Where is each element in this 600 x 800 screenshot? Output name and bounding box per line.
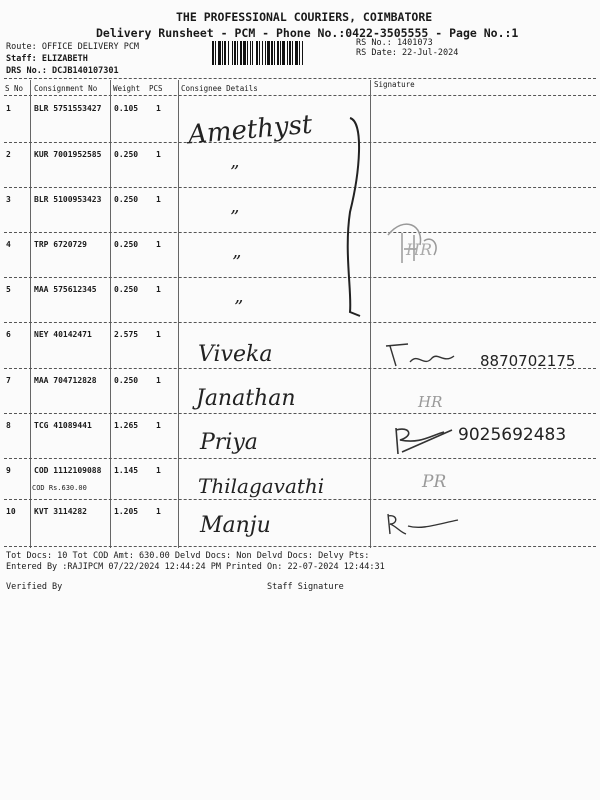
row-divider — [4, 277, 596, 278]
col-divider — [370, 80, 371, 548]
drs-number: DRS No.: DCJB140107301 — [6, 66, 119, 76]
row-consignment-number: MAA 575612345 — [34, 285, 97, 294]
row-consignment-number: KUR 7001952585 — [34, 150, 102, 159]
header-bottom-rule — [4, 95, 596, 96]
row-consignment-number: BLR 5100953423 — [34, 195, 102, 204]
consignee-handwritten: Viveka — [198, 342, 273, 367]
route-label: Route: OFFICE DELIVERY PCM — [6, 42, 140, 52]
row-weight: 1.145 — [114, 466, 139, 475]
row-weight: 0.105 — [114, 104, 139, 113]
col-header-consignee: Consignee Details — [181, 84, 258, 93]
barcode-bar — [265, 41, 266, 65]
row-serial-number: 7 — [6, 376, 11, 385]
row-divider — [4, 322, 596, 323]
row-serial-number: 2 — [6, 150, 11, 159]
barcode-bar — [212, 41, 214, 65]
stamp-text: PR — [422, 472, 447, 492]
barcode-bar — [299, 41, 300, 65]
consignee-handwritten: Thilagavathi — [198, 474, 325, 498]
phone-number-handwritten: 8870702175 — [480, 352, 576, 370]
row-pieces: 1 — [156, 285, 161, 294]
barcode-bar — [262, 41, 263, 65]
row-divider — [4, 142, 596, 143]
col-divider — [30, 80, 31, 548]
staff-signature-label: Staff Signature — [267, 582, 344, 592]
table-bottom-rule — [4, 546, 596, 547]
barcode-bar — [218, 41, 221, 65]
row-pieces: 1 — [156, 240, 161, 249]
phone-number-handwritten: 9025692483 — [458, 425, 567, 445]
row-serial-number: 5 — [6, 285, 11, 294]
footer-entered-by: Entered By :RAJIPCM 07/22/2024 12:44:24 PM Printed On: 22-07-2024 12:44:31 — [6, 562, 385, 572]
row-weight: 0.250 — [114, 195, 139, 204]
col-header-weight: Weight — [113, 84, 141, 93]
signature-scribble — [410, 385, 460, 415]
consignee-handwritten: Priya — [200, 430, 258, 455]
barcode-bar — [295, 41, 298, 65]
row-pieces: 1 — [156, 376, 161, 385]
signature-scribble — [384, 205, 454, 275]
consignee-handwritten: Amethyst — [186, 109, 314, 151]
row-divider — [4, 187, 596, 188]
row-serial-number: 6 — [6, 330, 11, 339]
staff-label: Staff: ELIZABETH — [6, 54, 88, 64]
row-divider — [4, 458, 596, 459]
barcode-bar — [274, 41, 275, 65]
ditto-mark: ” — [232, 252, 242, 273]
row-pieces: 1 — [156, 195, 161, 204]
row-consignment-number: KVT 3114282 — [34, 507, 87, 516]
col-header-pcs: PCS — [149, 84, 163, 93]
barcode-bar — [247, 41, 248, 65]
barcode-bar — [267, 41, 270, 65]
ditto-mark: ” — [230, 207, 240, 228]
row-weight: 1.205 — [114, 507, 139, 516]
row-consignment-number: MAA 704712828 — [34, 376, 97, 385]
barcode-bar — [302, 41, 303, 65]
row-consignment-number: NEY 40142471 — [34, 330, 92, 339]
consignee-handwritten: Manju — [200, 513, 271, 538]
row-pieces: 1 — [156, 507, 161, 516]
row-pieces: 1 — [156, 104, 161, 113]
signature-scribble — [382, 510, 472, 540]
row-pieces: 1 — [156, 421, 161, 430]
row-consignment-number: BLR 5751553427 — [34, 104, 102, 113]
barcode-bar — [215, 41, 216, 65]
consignee-handwritten: Janathan — [196, 386, 296, 411]
row-consignment-number: TCG 41089441 — [34, 421, 92, 430]
row-consignment-number: COD 1112109088 — [34, 466, 102, 475]
row-serial-number: 3 — [6, 195, 11, 204]
barcode-bar — [289, 41, 291, 65]
stamp-text: HR — [406, 240, 432, 259]
barcode-bar — [259, 41, 260, 65]
row-weight: 0.250 — [114, 285, 139, 294]
row-serial-number: 4 — [6, 240, 11, 249]
row-weight: 0.250 — [114, 150, 139, 159]
barcode-bar — [252, 41, 253, 65]
signature-scribble — [384, 338, 484, 372]
row-serial-number: 10 — [6, 507, 16, 516]
signature-scribble — [418, 465, 478, 497]
stamp-text: HR — [418, 393, 443, 411]
ditto-mark: ” — [234, 297, 244, 318]
row-weight: 0.250 — [114, 376, 139, 385]
rs-number: RS No.: 1401073 — [356, 38, 433, 48]
col-divider — [110, 80, 111, 548]
row-pieces: 1 — [156, 150, 161, 159]
barcode-bar — [234, 41, 236, 65]
barcode-bar — [250, 41, 251, 65]
barcode-bar — [222, 41, 223, 65]
runsheet-title: Delivery Runsheet - PCM - Phone No.:0422-3505555 - Page No.:1 — [96, 26, 519, 40]
barcode-bar — [282, 41, 285, 65]
bracket-mark — [330, 112, 370, 322]
company-name: THE PROFESSIONAL COURIERS, COIMBATORE — [176, 10, 433, 24]
barcode-bar — [228, 41, 229, 65]
barcode-bar — [292, 41, 293, 65]
row-divider — [4, 499, 596, 500]
row-serial-number: 8 — [6, 421, 11, 430]
barcode-bar — [280, 41, 281, 65]
barcode-bar — [240, 41, 242, 65]
barcode-bar — [277, 41, 279, 65]
row-serial-number: 9 — [6, 466, 11, 475]
barcode-bar — [287, 41, 288, 65]
row-cod-amount: COD Rs.630.00 — [32, 484, 87, 492]
rs-date: RS Date: 22-Jul-2024 — [356, 48, 459, 58]
barcode-bar — [232, 41, 233, 65]
barcode-bar — [243, 41, 246, 65]
row-divider — [4, 232, 596, 233]
row-weight: 1.265 — [114, 421, 139, 430]
row-serial-number: 1 — [6, 104, 11, 113]
barcode-bar — [256, 41, 258, 65]
col-header-signature: Signature — [374, 80, 415, 89]
row-weight: 0.250 — [114, 240, 139, 249]
signature-scribble — [390, 422, 460, 458]
barcode — [212, 41, 342, 65]
barcode-bar — [271, 41, 273, 65]
col-header-consignment: Consignment No — [34, 84, 98, 93]
row-pieces: 1 — [156, 466, 161, 475]
ditto-mark: ” — [230, 162, 240, 183]
col-divider — [178, 80, 179, 548]
col-header-sno: S No — [5, 84, 24, 93]
barcode-bar — [224, 41, 226, 65]
row-pieces: 1 — [156, 330, 161, 339]
verified-by-label: Verified By — [6, 582, 63, 592]
footer-totals: Tot Docs: 10 Tot COD Amt: 630.00 Delvd Docs: Non Delvd Docs: Delvy Pts: — [6, 551, 370, 561]
row-weight: 2.575 — [114, 330, 139, 339]
barcode-bar — [237, 41, 238, 65]
table-top-rule — [4, 78, 596, 79]
row-divider — [4, 413, 596, 414]
row-consignment-number: TRP 6720729 — [34, 240, 87, 249]
